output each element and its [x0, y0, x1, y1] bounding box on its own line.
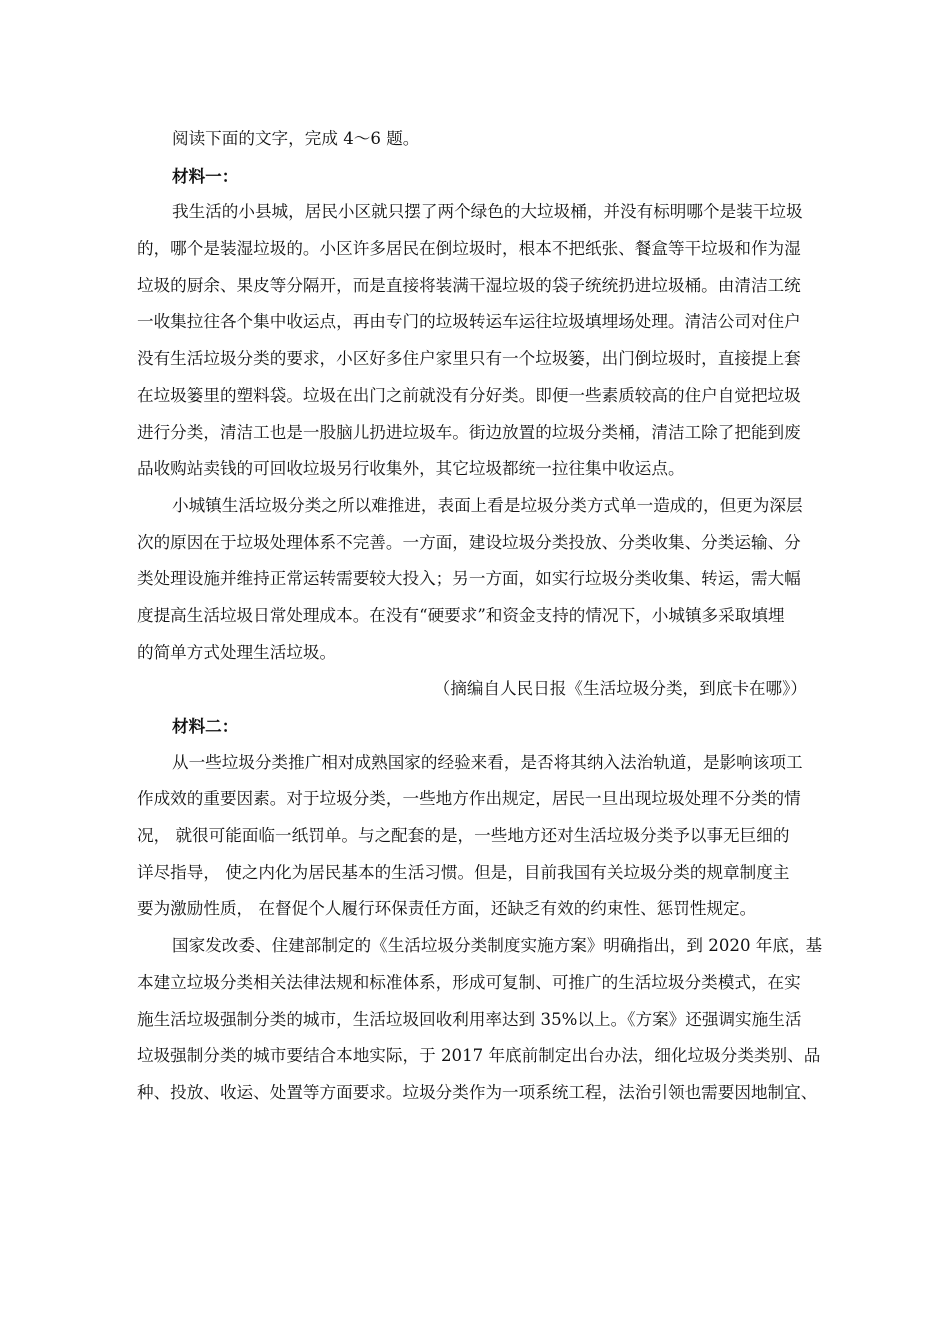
- paragraph-line: 的，哪个是装湿垃圾的。小区许多居民在倒垃圾时，根本不把纸张、餐盒等干垃圾和作为湿: [137, 239, 801, 259]
- paragraph-line: 要为激励性质， 在督促个人履行环保责任方面，还缺乏有效的约束性、惩罚性规定。: [137, 899, 757, 919]
- paragraph-line: 类处理设施并维持正常运转需要较大投入；另一方面，如实行垃圾分类收集、转运，需大幅: [137, 569, 801, 589]
- material-one-paragraph-2: [137, 488, 821, 671]
- material-two-paragraph-2: [137, 928, 821, 1111]
- paragraph-line: 一收集拉往各个集中收运点，再由专门的垃圾转运车运往垃圾填埋场处理。清洁公司对住户: [137, 312, 801, 332]
- paragraph-line: 品收购站卖钱的可回收垃圾另行收集外，其它垃圾都统一拉往集中收运点。: [137, 459, 685, 479]
- paragraph-line: 施生活垃圾强制分类的城市，生活垃圾回收利用率达到 35%以上。《方案》还强调实施生活: [137, 1009, 802, 1029]
- paragraph-line: 种、投放、收运、处置等方面要求。垃圾分类作为一项系统工程，法治引领也需要因地制宜、: [137, 1082, 818, 1102]
- paragraph-line: 在垃圾篓里的塑料袋。垃圾在出门之前就没有分好类。即便一些素质较高的住户自觉把垃圾: [137, 385, 801, 405]
- paragraph-line: 作成效的重要因素。对于垃圾分类，一些地方作出规定，居民一旦出现垃圾处理不分类的情: [137, 789, 801, 809]
- paragraph-line: 次的原因在于垃圾处理体系不完善。一方面，建设垃圾分类投放、分类收集、分类运输、分: [137, 532, 801, 552]
- paragraph-line: 国家发改委、住建部制定的《生活垃圾分类制度实施方案》明确指出，到 2020 年底，基: [172, 936, 823, 956]
- paragraph-line: 小城镇生活垃圾分类之所以难推进，表面上看是垃圾分类方式单一造成的，但更为深层: [172, 495, 803, 515]
- paragraph-line: 我生活的小县城，居民小区就只摆了两个绿色的大垃圾桶，并没有标明哪个是装干垃圾: [172, 202, 803, 222]
- material-one-paragraph-1: [137, 194, 821, 488]
- paragraph-line: 垃圾强制分类的城市要结合本地实际，于 2017 年底前制定出台办法，细化垃圾分类类别、品: [137, 1046, 821, 1066]
- paragraph-line: 进行分类，清洁工也是一股脑儿扔进垃圾车。街边放置的垃圾分类桶，清洁工除了把能到废: [137, 422, 801, 442]
- paragraph-line: 度提高生活垃圾日常处理成本。在没有“硬要求”和资金支持的情况下，小城镇多采取填埋: [137, 605, 785, 625]
- material-two-paragraph-1: [137, 745, 821, 928]
- document-page: [137, 121, 821, 1112]
- material-one-heading: 材料一：: [172, 165, 239, 186]
- material-two-heading: 材料二：: [172, 716, 239, 736]
- instruction-text: 阅读下面的文字，完成 4～6 题。: [172, 129, 420, 148]
- paragraph-line: 垃圾的厨余、果皮等分隔开，而是直接将装满干湿垃圾的袋子统统扔进垃圾桶。由清洁工统: [137, 275, 801, 295]
- material-one-source: （摘编自人民日报《生活垃圾分类，到底卡在哪》）: [433, 679, 807, 699]
- paragraph-line: 况， 就很可能面临一纸罚单。与之配套的是，一些地方还对生活垃圾分类予以事无巨细的: [137, 826, 790, 846]
- paragraph-line: 本建立垃圾分类相关法律法规和标准体系，形成可复制、可推广的生活垃圾分类模式，在实: [137, 972, 801, 992]
- paragraph-line: 详尽指导， 使之内化为居民基本的生活习惯。但是，目前我国有关垃圾分类的规章制度主: [137, 862, 790, 882]
- paragraph-line: 的简单方式处理生活垃圾。: [137, 642, 337, 662]
- paragraph-line: 从一些垃圾分类推广相对成熟国家的经验来看，是否将其纳入法治轨道，是影响该项工: [172, 752, 803, 772]
- paragraph-line: 没有生活垃圾分类的要求，小区好多住户家里只有一个垃圾篓，出门倒垃圾时，直接提上套: [137, 349, 801, 369]
